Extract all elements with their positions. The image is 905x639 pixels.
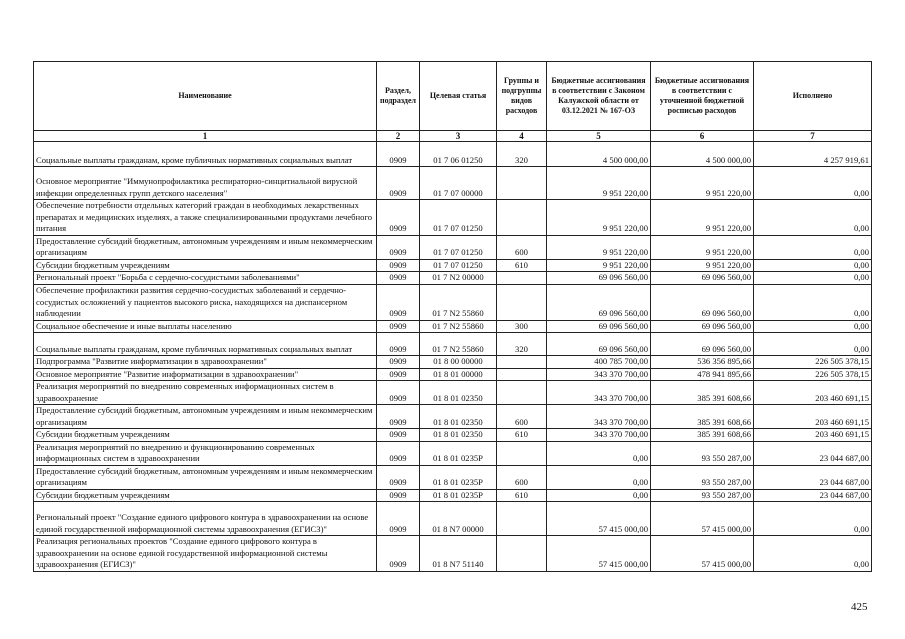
row-law-amount-cell: 57 415 000,00 — [547, 502, 651, 536]
row-name-cell: Обеспечение потребности отдельных категорий граждан в необходимых лекарственных препаратах и медицинских изделиях, а также специализированными продуктами лечебного питания — [34, 200, 377, 236]
table-row — [34, 142, 872, 167]
row-law-amount-cell: 400 785 700,00 — [547, 356, 651, 369]
row-target-cell: 01 7 N2 55860 — [420, 284, 497, 320]
row-section-cell: 0909 — [377, 259, 420, 272]
row-group-cell — [497, 272, 547, 285]
row-executed-amount-cell: 0,00 — [754, 259, 872, 272]
row-name-cell: Субсидии бюджетным учреждениям — [34, 429, 377, 442]
column-number: 5 — [547, 131, 651, 142]
table-row — [34, 167, 872, 200]
row-name-cell: Региональный проект "Борьба с сердечно-сосудистыми заболеваниями" — [34, 272, 377, 285]
col-header-target: Целевая статья — [420, 62, 497, 131]
row-refined-amount-cell: 385 391 608,66 — [651, 429, 754, 442]
row-refined-amount-cell: 69 096 560,00 — [651, 272, 754, 285]
row-executed-amount-cell: 23 044 687,00 — [754, 441, 872, 465]
row-refined-amount-cell: 536 356 895,66 — [651, 356, 754, 369]
row-name-cell: Обеспечение профилактики развития сердечно-сосудистых заболеваний и сердечно-сосудистых осложнений у пациентов высокого риска, находящихся на диспансерном наблюдении — [34, 284, 377, 320]
row-section-cell: 0909 — [377, 200, 420, 236]
row-executed-amount-cell: 203 460 691,15 — [754, 381, 872, 405]
row-group-cell: 300 — [497, 320, 547, 333]
row-name-cell: Субсидии бюджетным учреждениям — [34, 489, 377, 502]
row-section-cell: 0909 — [377, 405, 420, 429]
row-target-cell: 01 8 01 02350 — [420, 381, 497, 405]
row-group-cell — [497, 502, 547, 536]
row-executed-amount-cell: 23 044 687,00 — [754, 489, 872, 502]
row-executed-amount-cell: 0,00 — [754, 200, 872, 236]
col-header-executed: Исполнено — [754, 62, 872, 131]
row-section-cell: 0909 — [377, 167, 420, 200]
row-section-cell: 0909 — [377, 441, 420, 465]
row-target-cell: 01 8 N7 51140 — [420, 536, 497, 572]
row-section-cell: 0909 — [377, 142, 420, 167]
column-number: 6 — [651, 131, 754, 142]
row-executed-amount-cell: 23 044 687,00 — [754, 465, 872, 489]
row-name-cell: Реализация мероприятий по внедрению и функционированию современных информационных систем в здравоохранении — [34, 441, 377, 465]
row-section-cell: 0909 — [377, 536, 420, 572]
row-target-cell: 01 7 N2 55860 — [420, 333, 497, 356]
col-header-section: Раздел, подраздел — [377, 62, 420, 131]
row-law-amount-cell: 9 951 220,00 — [547, 259, 651, 272]
table-row — [34, 272, 872, 285]
row-name-cell: Социальное обеспечение и иные выплаты населению — [34, 320, 377, 333]
table-row — [34, 465, 872, 489]
row-name-cell: Социальные выплаты гражданам, кроме публичных нормативных социальных выплат — [34, 142, 377, 167]
row-refined-amount-cell: 478 941 895,66 — [651, 368, 754, 381]
row-group-cell — [497, 368, 547, 381]
row-refined-amount-cell: 93 550 287,00 — [651, 489, 754, 502]
row-target-cell: 01 7 07 01250 — [420, 200, 497, 236]
row-target-cell: 01 8 01 0235P — [420, 465, 497, 489]
row-executed-amount-cell: 0,00 — [754, 320, 872, 333]
row-target-cell: 01 7 07 00000 — [420, 167, 497, 200]
row-name-cell: Предоставление субсидий бюджетным, автономным учреждениям и иным некоммерческим организациям — [34, 465, 377, 489]
row-target-cell: 01 7 07 01250 — [420, 235, 497, 259]
row-section-cell: 0909 — [377, 465, 420, 489]
row-name-cell: Региональный проект "Создание единого цифрового контура в здравоохранении на основе единой государственной информационной системы здравоохранения (ЕГИСЗ)" — [34, 502, 377, 536]
row-name-cell: Основное мероприятие "Развитие информатизации в здравоохранении" — [34, 368, 377, 381]
row-section-cell: 0909 — [377, 368, 420, 381]
row-refined-amount-cell: 69 096 560,00 — [651, 333, 754, 356]
row-group-cell: 610 — [497, 489, 547, 502]
table-row — [34, 320, 872, 333]
row-executed-amount-cell: 0,00 — [754, 333, 872, 356]
row-refined-amount-cell: 57 415 000,00 — [651, 502, 754, 536]
row-group-cell: 320 — [497, 333, 547, 356]
col-header-name: Наименование — [34, 62, 377, 131]
row-refined-amount-cell: 69 096 560,00 — [651, 320, 754, 333]
row-group-cell — [497, 441, 547, 465]
row-section-cell: 0909 — [377, 272, 420, 285]
row-group-cell — [497, 284, 547, 320]
row-law-amount-cell: 4 500 000,00 — [547, 142, 651, 167]
row-group-cell: 610 — [497, 259, 547, 272]
table-row — [34, 381, 872, 405]
row-group-cell — [497, 356, 547, 369]
table-row — [34, 429, 872, 442]
row-law-amount-cell: 69 096 560,00 — [547, 333, 651, 356]
row-section-cell: 0909 — [377, 489, 420, 502]
column-number-row — [34, 131, 872, 142]
row-group-cell: 320 — [497, 142, 547, 167]
table-row — [34, 441, 872, 465]
table-row — [34, 235, 872, 259]
header-row — [34, 62, 872, 131]
row-name-cell: Предоставление субсидий бюджетным, автономным учреждениям и иным некоммерческим организациям — [34, 235, 377, 259]
row-group-cell — [497, 200, 547, 236]
table-row — [34, 200, 872, 236]
table-row — [34, 356, 872, 369]
row-section-cell: 0909 — [377, 333, 420, 356]
row-executed-amount-cell: 226 505 378,15 — [754, 368, 872, 381]
table-row — [34, 502, 872, 536]
row-target-cell: 01 8 01 02350 — [420, 405, 497, 429]
row-name-cell: Предоставление субсидий бюджетным, автономным учреждениям и иным некоммерческим организациям — [34, 405, 377, 429]
row-section-cell: 0909 — [377, 381, 420, 405]
row-executed-amount-cell: 0,00 — [754, 536, 872, 572]
row-name-cell: Субсидии бюджетным учреждениям — [34, 259, 377, 272]
table-row — [34, 333, 872, 356]
row-law-amount-cell: 0,00 — [547, 489, 651, 502]
column-number: 4 — [497, 131, 547, 142]
row-refined-amount-cell: 9 951 220,00 — [651, 259, 754, 272]
row-executed-amount-cell: 203 460 691,15 — [754, 429, 872, 442]
table-body — [34, 142, 872, 572]
row-group-cell — [497, 381, 547, 405]
row-law-amount-cell: 343 370 700,00 — [547, 405, 651, 429]
row-law-amount-cell: 9 951 220,00 — [547, 235, 651, 259]
table-row — [34, 405, 872, 429]
row-refined-amount-cell: 385 391 608,66 — [651, 405, 754, 429]
row-law-amount-cell: 9 951 220,00 — [547, 167, 651, 200]
row-target-cell: 01 8 01 02350 — [420, 429, 497, 442]
row-refined-amount-cell: 93 550 287,00 — [651, 465, 754, 489]
row-executed-amount-cell: 203 460 691,15 — [754, 405, 872, 429]
row-group-cell — [497, 536, 547, 572]
col-header-law: Бюджетные ассигнования в соответствии с Законом Калужской области от 03.12.2021 № 167-ОЗ — [547, 62, 651, 131]
row-executed-amount-cell: 0,00 — [754, 284, 872, 320]
row-target-cell: 01 8 01 00000 — [420, 368, 497, 381]
table-row — [34, 489, 872, 502]
table-row — [34, 536, 872, 572]
row-executed-amount-cell: 226 505 378,15 — [754, 356, 872, 369]
col-header-refined: Бюджетные ассигнования в соответствии с уточненной бюджетной росписью расходов — [651, 62, 754, 131]
row-section-cell: 0909 — [377, 320, 420, 333]
row-target-cell: 01 7 N2 00000 — [420, 272, 497, 285]
row-target-cell: 01 8 01 0235P — [420, 441, 497, 465]
row-target-cell: 01 8 N7 00000 — [420, 502, 497, 536]
row-target-cell: 01 8 01 0235P — [420, 489, 497, 502]
row-refined-amount-cell: 93 550 287,00 — [651, 441, 754, 465]
row-refined-amount-cell: 57 415 000,00 — [651, 536, 754, 572]
row-law-amount-cell: 57 415 000,00 — [547, 536, 651, 572]
column-number: 2 — [377, 131, 420, 142]
row-name-cell: Социальные выплаты гражданам, кроме публичных нормативных социальных выплат — [34, 333, 377, 356]
row-name-cell: Подпрограмма "Развитие информатизации в здравоохранении" — [34, 356, 377, 369]
row-target-cell: 01 8 00 00000 — [420, 356, 497, 369]
row-refined-amount-cell: 9 951 220,00 — [651, 167, 754, 200]
page-number: 425 — [851, 601, 868, 613]
row-refined-amount-cell: 9 951 220,00 — [651, 235, 754, 259]
row-executed-amount-cell: 4 257 919,61 — [754, 142, 872, 167]
table-row — [34, 259, 872, 272]
row-law-amount-cell: 0,00 — [547, 465, 651, 489]
row-executed-amount-cell: 0,00 — [754, 235, 872, 259]
column-number: 3 — [420, 131, 497, 142]
row-name-cell: Реализация мероприятий по внедрению современных информационных систем в здравоохранение — [34, 381, 377, 405]
row-section-cell: 0909 — [377, 235, 420, 259]
col-header-groups: Группы и подгруппы видов расходов — [497, 62, 547, 131]
row-law-amount-cell: 343 370 700,00 — [547, 381, 651, 405]
table-row — [34, 284, 872, 320]
row-refined-amount-cell: 385 391 608,66 — [651, 381, 754, 405]
row-law-amount-cell: 69 096 560,00 — [547, 320, 651, 333]
row-group-cell: 600 — [497, 405, 547, 429]
row-group-cell: 600 — [497, 235, 547, 259]
row-executed-amount-cell: 0,00 — [754, 272, 872, 285]
row-refined-amount-cell: 4 500 000,00 — [651, 142, 754, 167]
row-target-cell: 01 7 06 01250 — [420, 142, 497, 167]
row-law-amount-cell: 343 370 700,00 — [547, 368, 651, 381]
row-section-cell: 0909 — [377, 429, 420, 442]
row-law-amount-cell: 69 096 560,00 — [547, 284, 651, 320]
column-number: 1 — [34, 131, 377, 142]
budget-table — [33, 61, 872, 572]
row-law-amount-cell: 69 096 560,00 — [547, 272, 651, 285]
row-law-amount-cell: 343 370 700,00 — [547, 429, 651, 442]
row-section-cell: 0909 — [377, 356, 420, 369]
row-name-cell: Основное мероприятие "Иммунопрофилактика респираторно-синцитиальной вирусной инфекции определенных групп детского населения" — [34, 167, 377, 200]
row-refined-amount-cell: 9 951 220,00 — [651, 200, 754, 236]
row-name-cell: Реализация региональных проектов "Создание единого цифрового контура в здравоохранении на основе единой государственной информационной системы здравоохранения (ЕГИСЗ)" — [34, 536, 377, 572]
row-section-cell: 0909 — [377, 502, 420, 536]
row-group-cell — [497, 167, 547, 200]
row-law-amount-cell: 0,00 — [547, 441, 651, 465]
row-executed-amount-cell: 0,00 — [754, 167, 872, 200]
row-executed-amount-cell: 0,00 — [754, 502, 872, 536]
row-law-amount-cell: 9 951 220,00 — [547, 200, 651, 236]
row-refined-amount-cell: 69 096 560,00 — [651, 284, 754, 320]
table-row — [34, 368, 872, 381]
column-number: 7 — [754, 131, 872, 142]
row-group-cell: 600 — [497, 465, 547, 489]
row-target-cell: 01 7 07 01250 — [420, 259, 497, 272]
row-group-cell: 610 — [497, 429, 547, 442]
row-section-cell: 0909 — [377, 284, 420, 320]
row-target-cell: 01 7 N2 55860 — [420, 320, 497, 333]
